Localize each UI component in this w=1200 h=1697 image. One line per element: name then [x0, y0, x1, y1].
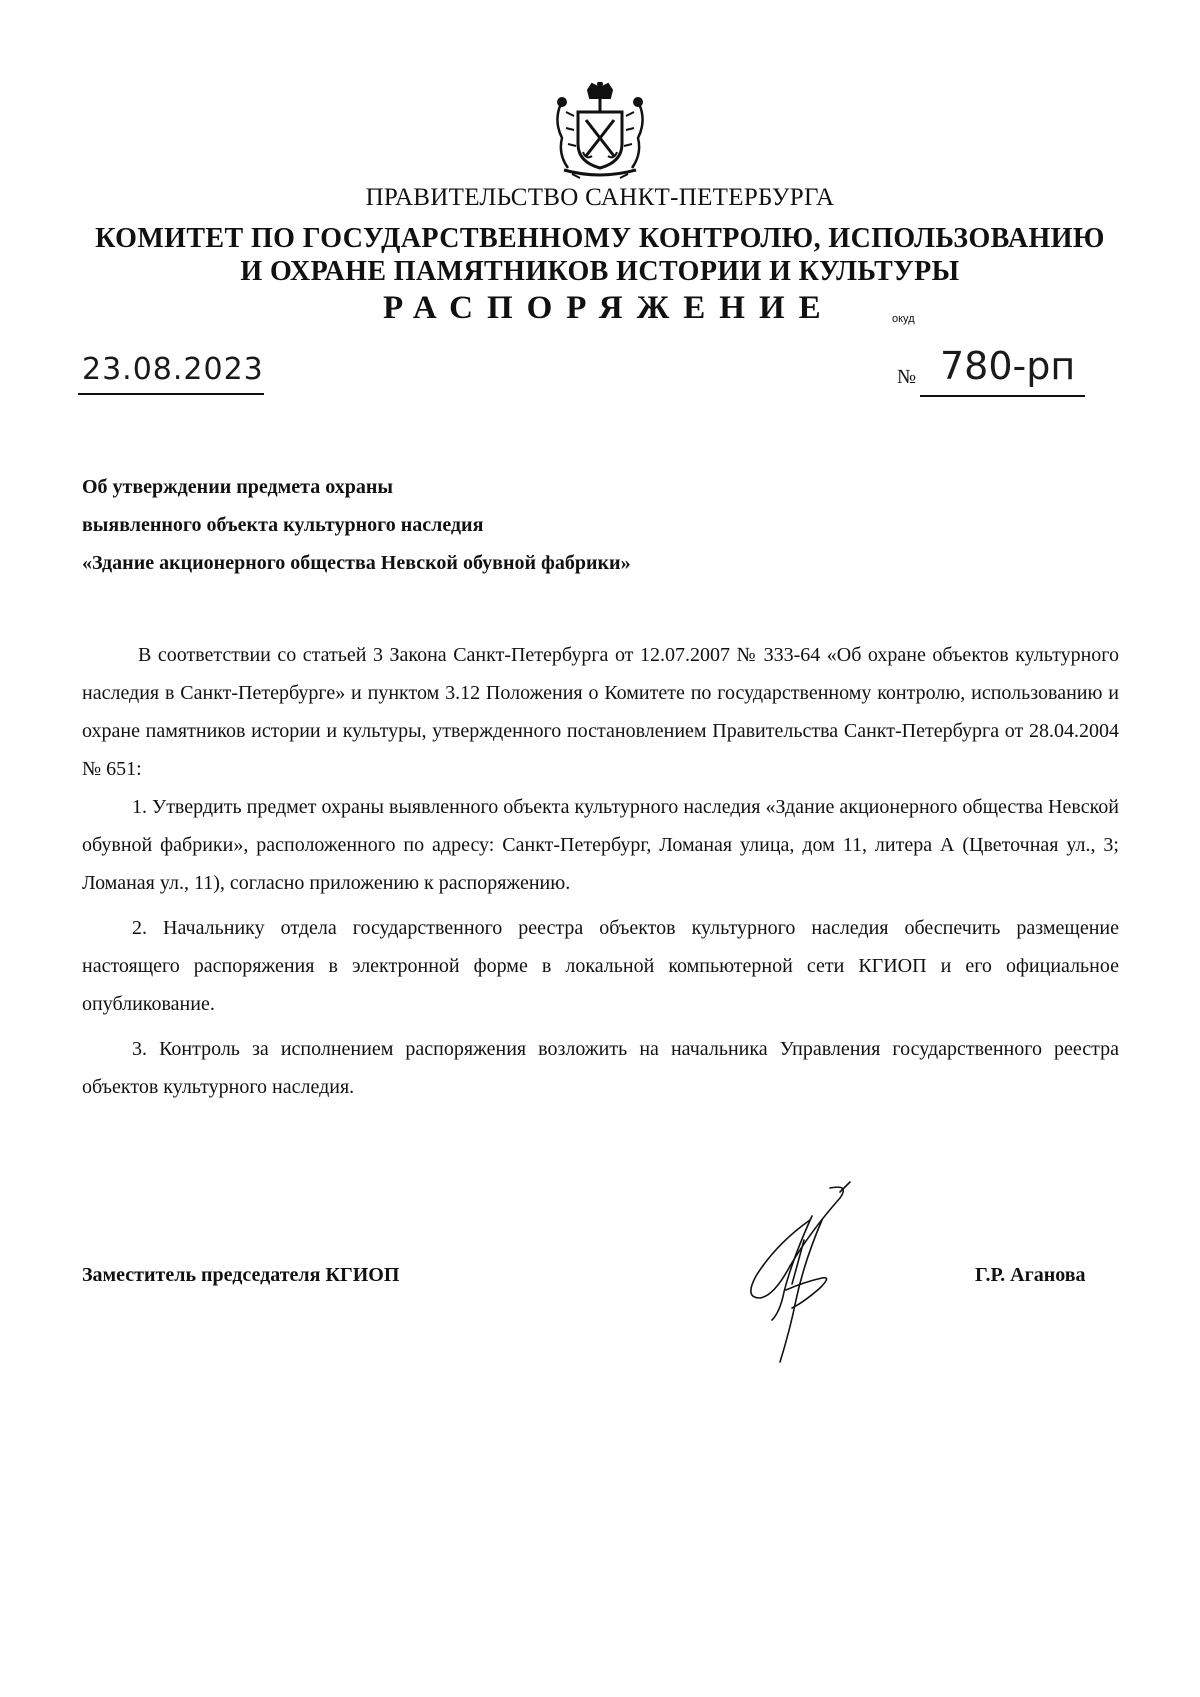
order-item-1: 1. Утвердить предмет охраны выявленного объекта культурного наследия «Здание акционерного общества Невской обувной фабрики», расположенного по адресу: Санкт-Петербург, Ломаная улица, дом 11, литера А (Цветочная ул., 3; Ломаная ул., 11), согласно приложению к распоряжению. [82, 796, 1119, 894]
subject-line-2: выявленного объекта культурного наследия [82, 514, 484, 536]
preamble-paragraph: В соответствии со статьей 3 Закона Санкт-Петербурга от 12.07.2007 № 333-64 «Об охране объектов культурного наследия в Санкт-Петербурге» и пунктом 3.12 Положения о Комитете по государственному контролю, использованию и охране памятников истории и культуры, утвержденного постановлением Правительства Санкт-Петербурга от 28.04.2004 № 651: [82, 644, 1119, 780]
signer-name: Г.Р. Аганова [975, 1264, 1086, 1286]
order-item-3: 3. Контроль за исполнением распоряжения возложить на начальника Управления государственного реестра объектов культурного наследия. [82, 1038, 1119, 1098]
committee-name-line-2: И ОХРАНЕ ПАМЯТНИКОВ ИСТОРИИ И КУЛЬТУРЫ [240, 256, 960, 287]
number-underline [920, 395, 1085, 397]
document-body [82, 636, 1119, 1106]
document-number: 780-рп [940, 344, 1076, 388]
government-name: ПРАВИТЕЛЬСТВО САНКТ-ПЕТЕРБУРГА [365, 184, 835, 211]
date-underline [78, 393, 264, 395]
document-type-title: РАСПОРЯЖЕНИЕ [383, 290, 835, 326]
document-date: 23.08.2023 [82, 352, 264, 387]
document-subject [82, 468, 882, 582]
committee-name [0, 222, 1200, 288]
number-sign: № [897, 366, 917, 388]
okud-label: окуд [892, 313, 915, 325]
committee-name-line-1: КОМИТЕТ ПО ГОСУДАРСТВЕННОМУ КОНТРОЛЮ, ИСПОЛЬЗОВАНИЮ [95, 223, 1105, 254]
handwritten-signature [700, 1180, 900, 1370]
saint-petersburg-coat-of-arms-icon [550, 82, 650, 180]
subject-line-1: Об утверждении предмета охраны [82, 476, 393, 498]
subject-line-3: «Здание акционерного общества Невской обувной фабрики» [82, 552, 631, 574]
signer-position: Заместитель председателя КГИОП [82, 1264, 400, 1286]
order-item-2: 2. Начальнику отдела государственного реестра объектов культурного наследия обеспечить размещение настоящего распоряжения в электронной форме в локальной компьютерной сети КГИОП и его официальное опубликование. [82, 917, 1119, 1015]
